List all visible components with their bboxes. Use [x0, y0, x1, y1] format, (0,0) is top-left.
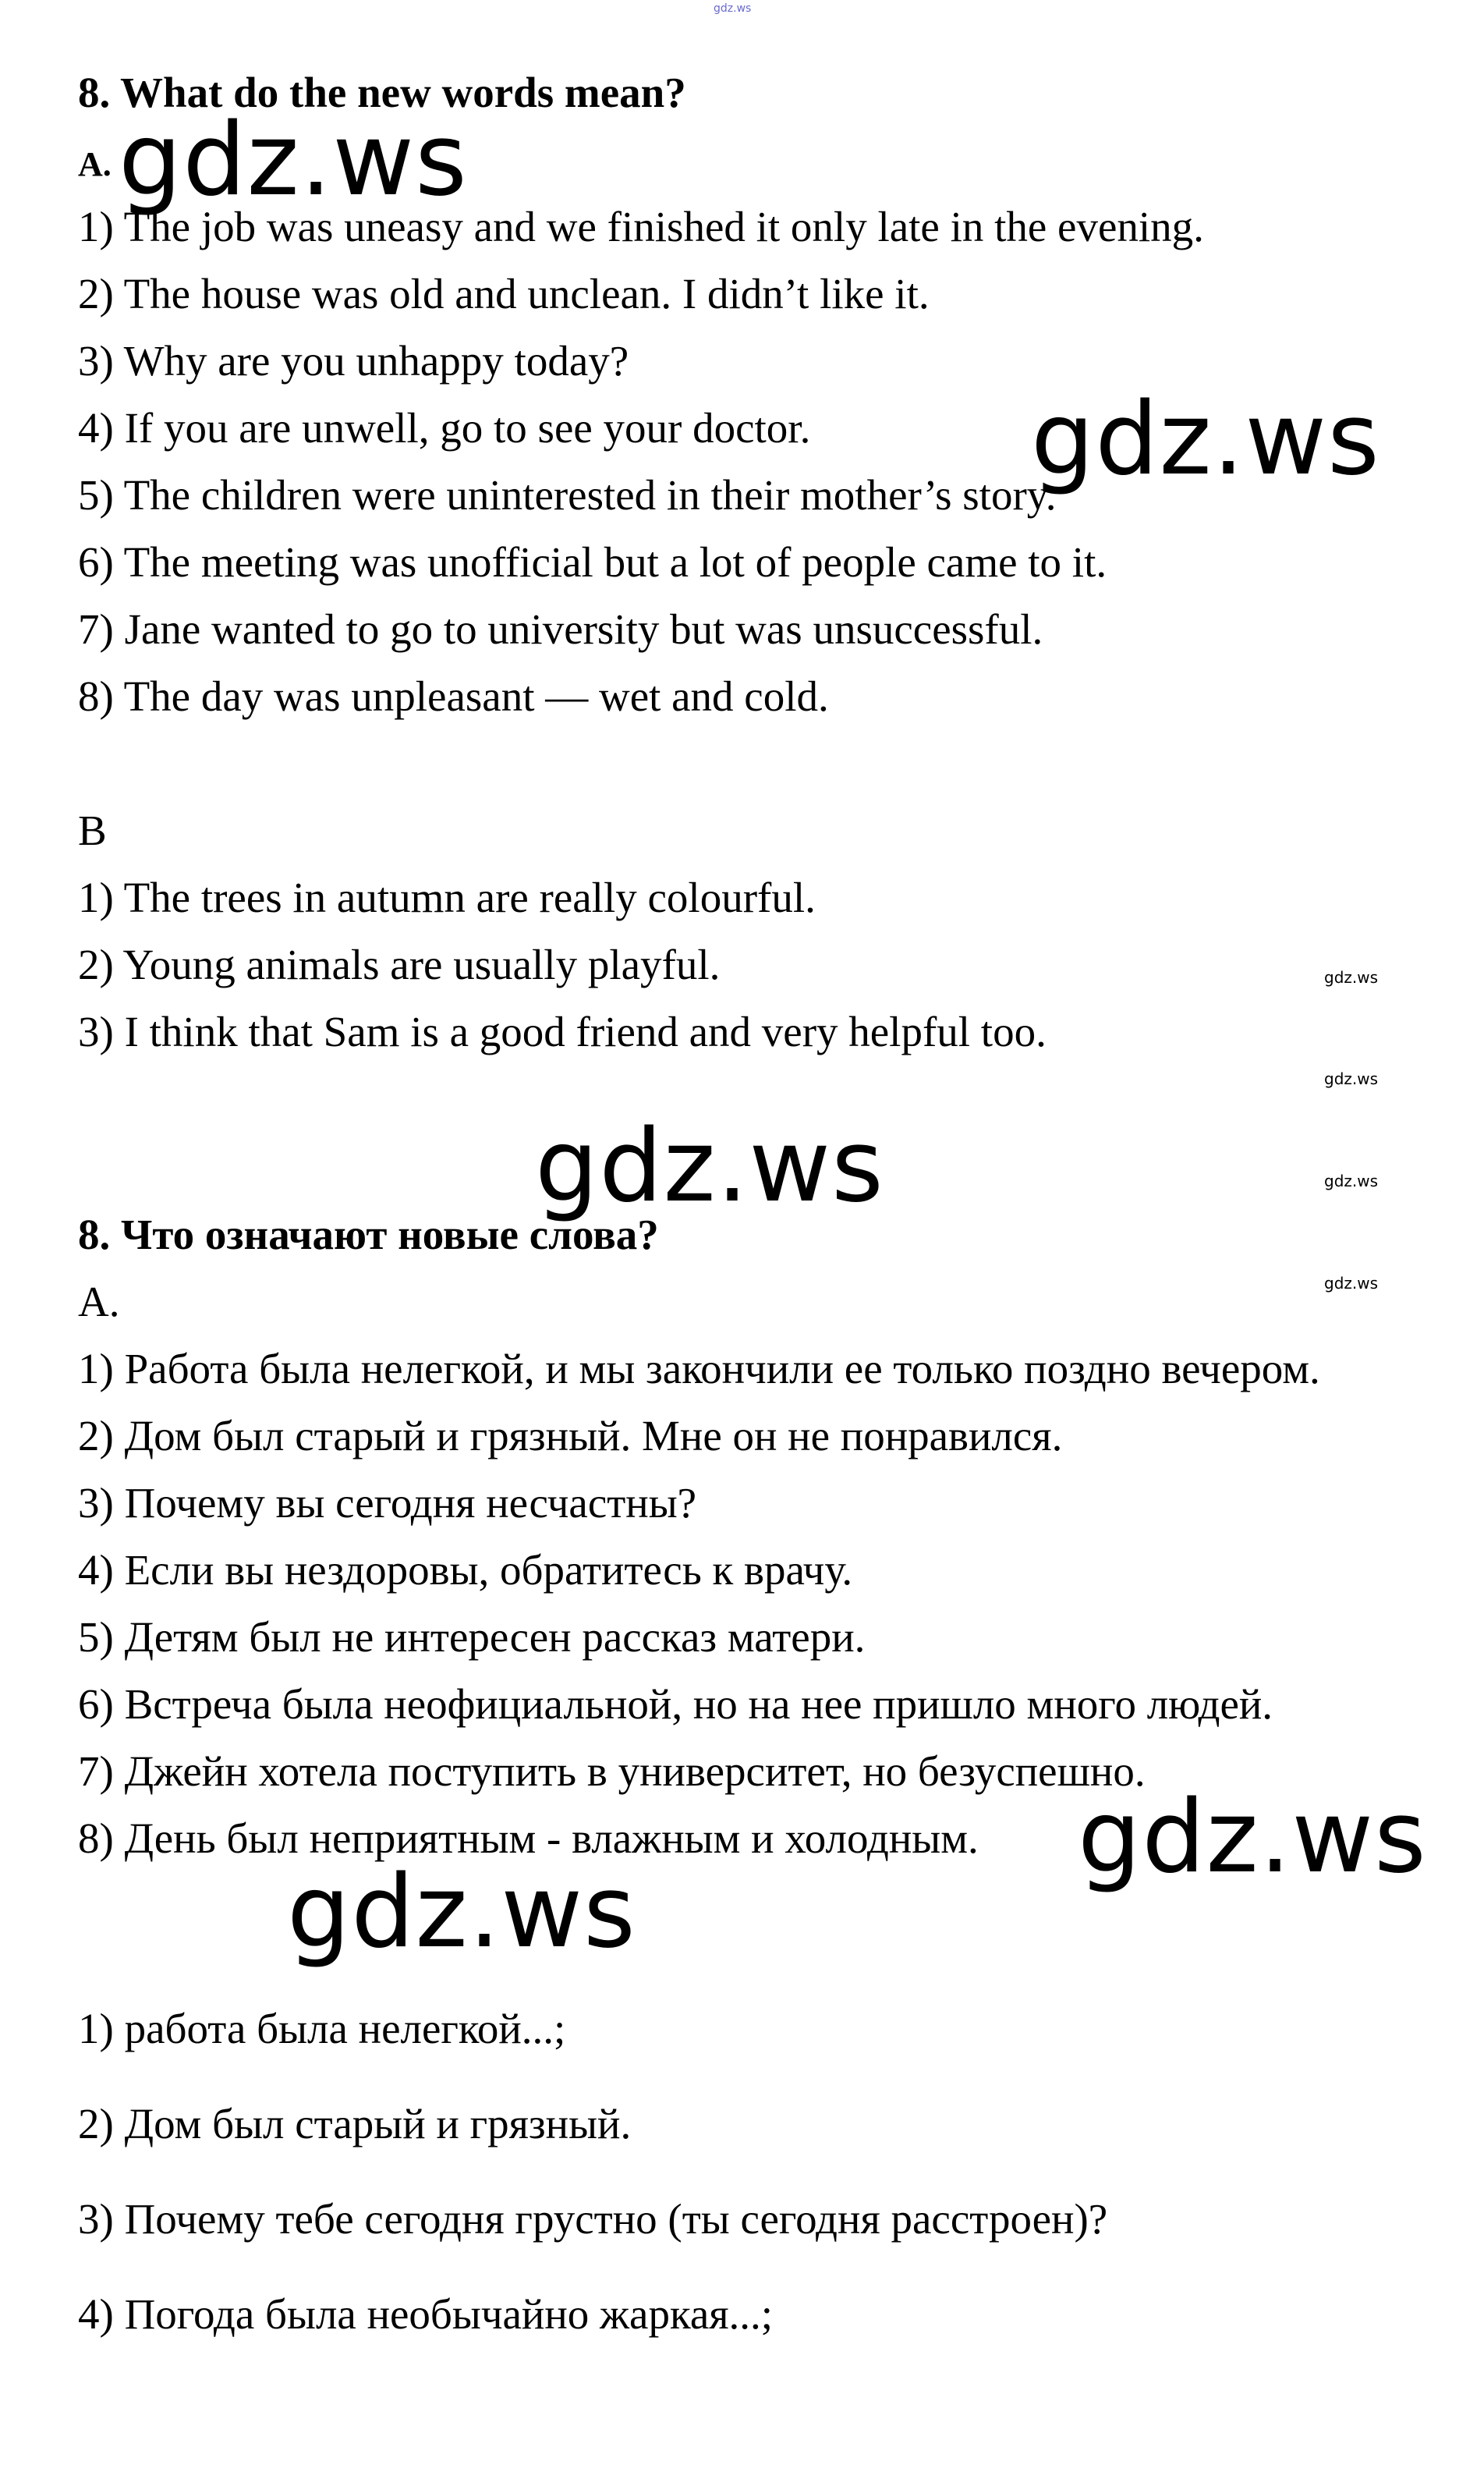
watermark-big-3: gdz.ws: [535, 1108, 884, 1225]
sentence-en-b-3: 3) I think that Sam is a good friend and very helpful too.: [78, 1008, 1047, 1055]
sentence-ru-a-4: 4) Если вы нездоровы, обратитесь к врачу.: [78, 1546, 853, 1594]
section-a-label-ru: A.: [78, 1278, 120, 1325]
section-a-label-en: A.: [78, 145, 112, 183]
exercise-heading-ru: 8. Что означают новые слова?: [78, 1211, 659, 1258]
watermark-small-4: gdz.ws: [1324, 1274, 1379, 1293]
section-b-label-en: B: [78, 807, 107, 854]
watermark-big-1: gdz.ws: [119, 102, 468, 218]
sentence-en-a-1: 1) The job was uneasy and we finished it only late in the evening.: [78, 203, 1204, 250]
sentence-ru-a-6: 6) Встреча была неофициальной, но на нее пришло много людей.: [78, 1680, 1273, 1728]
sentence-ru-a-5: 5) Детям был не интересен рассказ матери.: [78, 1613, 866, 1661]
watermark-big-5: gdz.ws: [287, 1854, 636, 1970]
sentence-ru-a-2: 2) Дом был старый и грязный. Мне он не понравился.: [78, 1412, 1063, 1459]
sentence-ru-a-8: 8) День был неприятным - влажным и холодным.: [78, 1814, 979, 1862]
sentence-ru-a-7: 7) Джейн хотела поступить в университет, но безуспешно.: [78, 1747, 1146, 1795]
sentence-en-a-7: 7) Jane wanted to go to university but was unsuccessful.: [78, 605, 1043, 653]
sentence-en-a-5: 5) The children were uninterested in their mother’s story.: [78, 471, 1057, 519]
sentence-en-a-6: 6) The meeting was unofficial but a lot of people came to it.: [78, 538, 1107, 586]
watermark-small-2: gdz.ws: [1324, 1069, 1379, 1088]
sentence-en-a-2: 2) The house was old and unclean. I didn’t like it.: [78, 270, 930, 317]
extra-ru-2: 2) Дом был старый и грязный.: [78, 2100, 632, 2147]
extra-ru-1: 1) работа была нелегкой...;: [78, 2005, 566, 2052]
watermark-small-1: gdz.ws: [1324, 968, 1379, 987]
sentence-en-a-8: 8) The day was unpleasant — wet and cold.: [78, 672, 829, 720]
exercise-heading-en: 8. What do the new words mean?: [78, 69, 686, 116]
sentence-ru-a-1: 1) Работа была нелегкой, и мы закончили ее только поздно вечером.: [78, 1345, 1320, 1392]
sentence-en-b-2: 2) Young animals are usually playful.: [78, 941, 721, 988]
sentence-en-a-4: 4) If you are unwell, go to see your doctor.: [78, 404, 811, 452]
watermark-big-4: gdz.ws: [1078, 1779, 1427, 1896]
sentence-ru-a-3: 3) Почему вы сегодня несчастны?: [78, 1479, 697, 1527]
watermark-small-3: gdz.ws: [1324, 1172, 1379, 1190]
watermark-top: gdz.ws: [714, 2, 752, 15]
sentence-en-b-1: 1) The trees in autumn are really colourful.: [78, 874, 816, 921]
watermark-big-2: gdz.ws: [1031, 381, 1380, 498]
sentence-en-a-3: 3) Why are you unhappy today?: [78, 337, 629, 385]
extra-ru-4: 4) Погода была необычайно жаркая...;: [78, 2290, 774, 2338]
extra-ru-3: 3) Почему тебе сегодня грустно (ты сегодня расстроен)?: [78, 2195, 1108, 2243]
